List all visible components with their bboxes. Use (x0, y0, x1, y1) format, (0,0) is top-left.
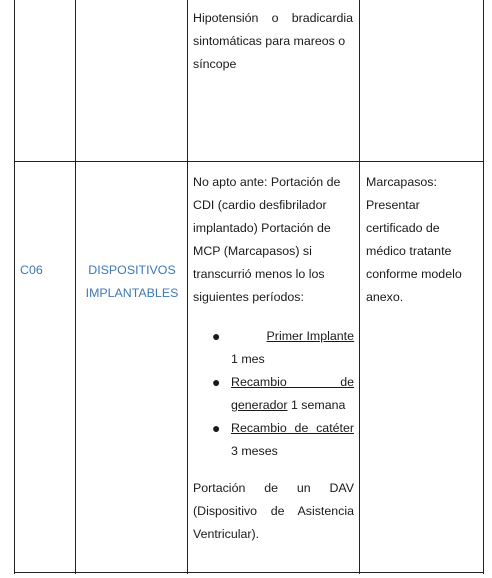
period-title: Recambio de generador (231, 375, 354, 412)
row-2-category: DISPOSITIVOS IMPLANTABLES (85, 263, 179, 300)
requirement-outro: Portación de un DAV (Dispositivo de Asistencia Ventricular). (193, 481, 354, 541)
table-border-bottom (14, 572, 484, 573)
bullet-icon: ● (212, 420, 221, 436)
requirements-table (14, 0, 484, 574)
period-duration: 1 semana (290, 398, 346, 412)
period-duration: 3 meses (231, 444, 278, 458)
period-title: Recambio de catéter (231, 421, 354, 435)
requirement-line: sintomáticas para mareos o (193, 34, 346, 48)
table-border-left (14, 0, 15, 574)
row-1-requirement-cell (193, 7, 353, 76)
row-2-observation: Marcapasos: Presentar certificado de médico tratante conforme modelo anexo. (366, 175, 462, 304)
row-2-requirement-cell (193, 171, 354, 546)
requirement-intro: No apto ante: Portación de CDI (cardio desfibrilador implantado) Portación de MCP (Marcapasos) si transcurrió menos lo los siguientes períodos: (193, 175, 341, 304)
row-divider (14, 161, 484, 162)
period-list (193, 325, 354, 463)
bullet-icon: ● (212, 328, 221, 344)
period-item (193, 371, 354, 417)
column-divider-2 (187, 0, 188, 574)
period-title: Primer Implante (266, 329, 354, 343)
period-item (193, 417, 354, 463)
bullet-icon: ● (212, 374, 221, 390)
period-item (193, 325, 354, 371)
requirement-line: síncope (193, 57, 237, 71)
table-border-right (483, 0, 484, 574)
requirement-line: Hipotensión o bradicardia (193, 11, 353, 25)
row-2-code: C06 (20, 263, 43, 277)
column-divider-1 (75, 0, 76, 574)
period-duration: 1 mes (231, 352, 265, 366)
column-divider-3 (359, 0, 360, 574)
